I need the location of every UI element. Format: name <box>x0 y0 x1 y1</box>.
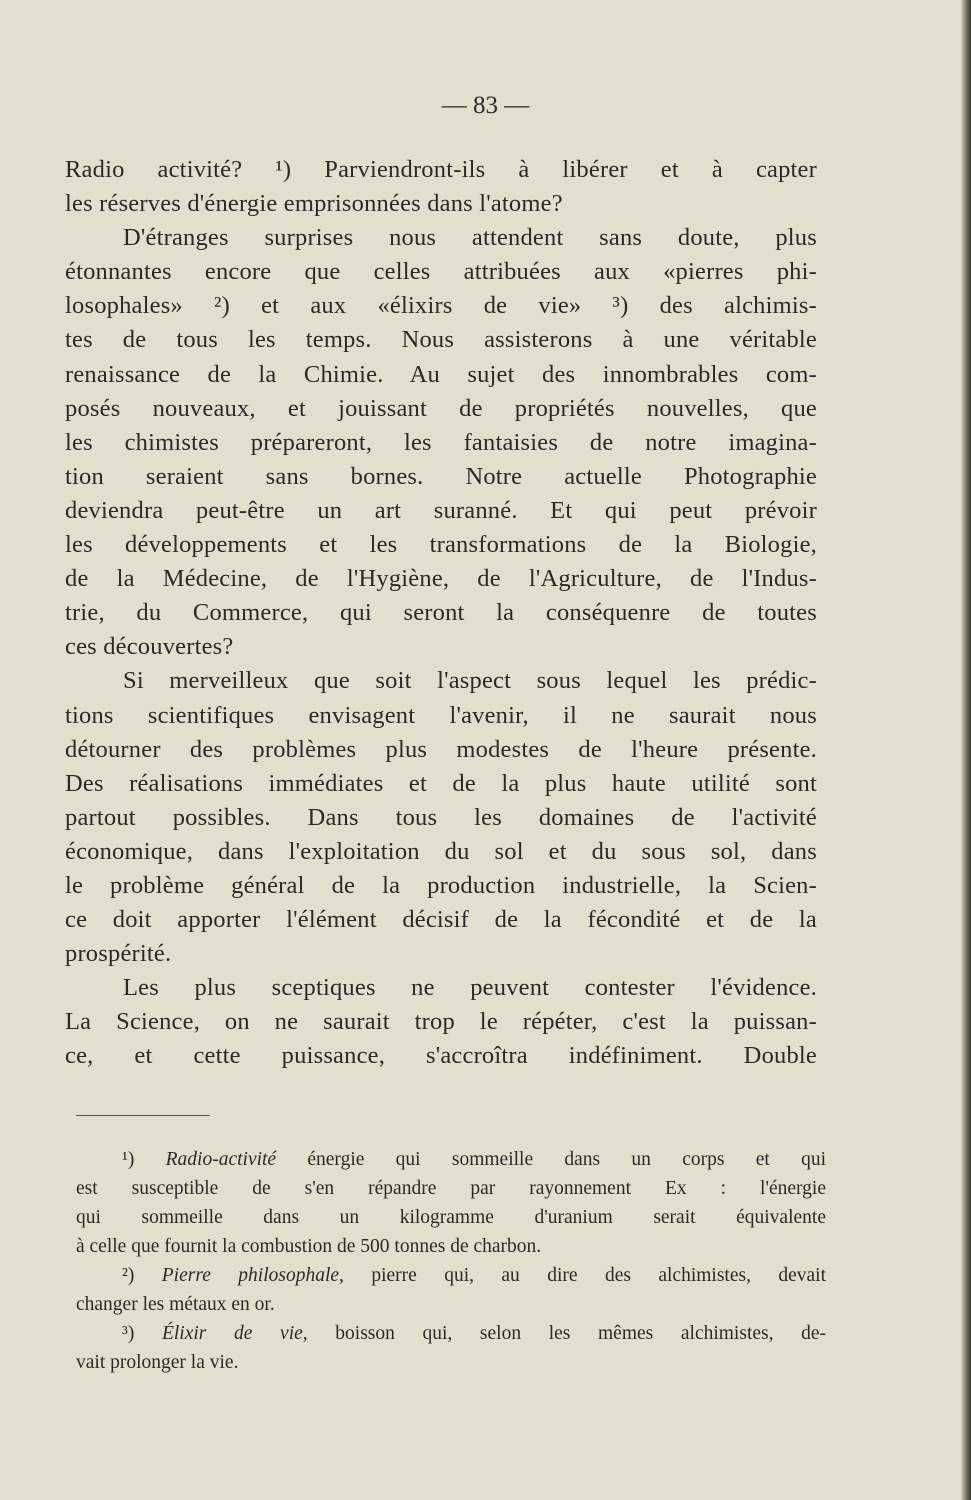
text-line: étonnantes encore que celles attribuées aux «pierres phi- <box>65 258 817 286</box>
footnote-term: Radio-activité <box>165 1149 277 1170</box>
text-line: prospérité. <box>65 940 172 968</box>
text-line: partout possibles. Dans tous les domaines de l'activité <box>65 803 817 831</box>
footnote-text: , pierre qui, au dire des alchimistes, devait <box>339 1265 827 1286</box>
text-line: renaissance de la Chimie. Au sujet des innombrables com- <box>65 360 817 388</box>
footnote-text: vait prolonger la vie. <box>76 1352 239 1373</box>
body-text <box>65 153 817 1074</box>
page-edge <box>961 0 971 1500</box>
text-line: trie, du Commerce, qui seront la conséquenre de toutes <box>65 599 817 627</box>
text-line: de la Médecine, de l'Hygiène, de l'Agriculture, de l'Indus- <box>65 565 817 593</box>
text-line: Si merveilleux que soit l'aspect sous lequel les prédic- <box>123 667 817 695</box>
footnote-text: , boisson qui, selon les mêmes alchimistes, de- <box>302 1323 827 1344</box>
text-line: tes de tous les temps. Nous assisterons à une véritable <box>65 326 817 354</box>
text-line: Les plus sceptiques ne peuvent contester l'évidence. <box>123 974 817 1002</box>
footnote-line <box>76 1232 826 1261</box>
text-line: posés nouveaux, et jouissant de propriétés nouvelles, que <box>65 394 817 422</box>
text-line: tion seraient sans bornes. Notre actuelle Photographie <box>65 462 817 490</box>
footnote-mark: ³) <box>122 1323 162 1344</box>
footnote-term: Élixir de vie <box>161 1323 303 1344</box>
text-line: D'étranges surprises nous attendent sans doute, plus <box>123 224 817 252</box>
text-line: économique, dans l'exploitation du sol et du sous sol, dans <box>65 837 817 865</box>
footnote-text: est susceptible de s'en répandre par rayonnement Ex : l'énergie <box>76 1178 826 1199</box>
footnote-mark: ¹) <box>122 1149 166 1170</box>
text-line: détourner des problèmes plus modestes de l'heure présente. <box>65 735 817 763</box>
text-line: La Science, on ne saurait trop le répéter, c'est la puissan- <box>65 1008 817 1036</box>
footnote-line <box>76 1261 826 1290</box>
text-line: deviendra peut-être un art suranné. Et qui peut prévoir <box>65 496 817 524</box>
footnote-text: énergie qui sommeille dans un corps et qui <box>276 1149 826 1170</box>
text-line: ces découvertes? <box>65 633 234 661</box>
text-line: ce, et cette puissance, s'accroîtra indéfiniment. Double <box>65 1042 817 1070</box>
page-number: — 83 — <box>441 92 530 119</box>
footnote-line <box>76 1348 826 1377</box>
text-line: les chimistes prépareront, les fantaisies de notre imagina- <box>65 428 817 456</box>
footnote-line <box>76 1174 826 1203</box>
text-line: Des réalisations immédiates et de la plus haute utilité sont <box>65 769 817 797</box>
footnote-rule <box>76 1115 210 1116</box>
footnote-mark: ²) <box>122 1265 162 1286</box>
footnote-text: changer les métaux en or. <box>76 1294 275 1315</box>
text-line: le problème général de la production industrielle, la Scien- <box>65 871 817 899</box>
text-line: tions scientifiques envisagent l'avenir, il ne saurait nous <box>65 701 817 729</box>
text-line: Radio activité? ¹) Parviendront-ils à libérer et à capter <box>65 156 817 183</box>
text-line: ce doit apporter l'élément décisif de la fécondité et de la <box>65 906 817 934</box>
footnote-line <box>76 1319 826 1348</box>
text-line: losophales» ²) et aux «élixirs de vie» ³) des alchimis- <box>65 292 817 320</box>
footnote-line <box>76 1290 826 1319</box>
text-line: les réserves d'énergie emprisonnées dans l'atome? <box>65 190 563 218</box>
footnote-line <box>76 1203 826 1232</box>
footnote-text: qui sommeille dans un kilogramme d'uranium serait équivalente <box>76 1207 826 1228</box>
footnotes <box>76 1145 826 1377</box>
footnote-text: à celle que fournit la combustion de 500 tonnes de charbon. <box>76 1236 542 1257</box>
text-line: les développements et les transformations de la Biologie, <box>65 531 817 559</box>
footnote-line <box>76 1145 826 1174</box>
footnote-term: Pierre philosophale <box>161 1265 340 1286</box>
